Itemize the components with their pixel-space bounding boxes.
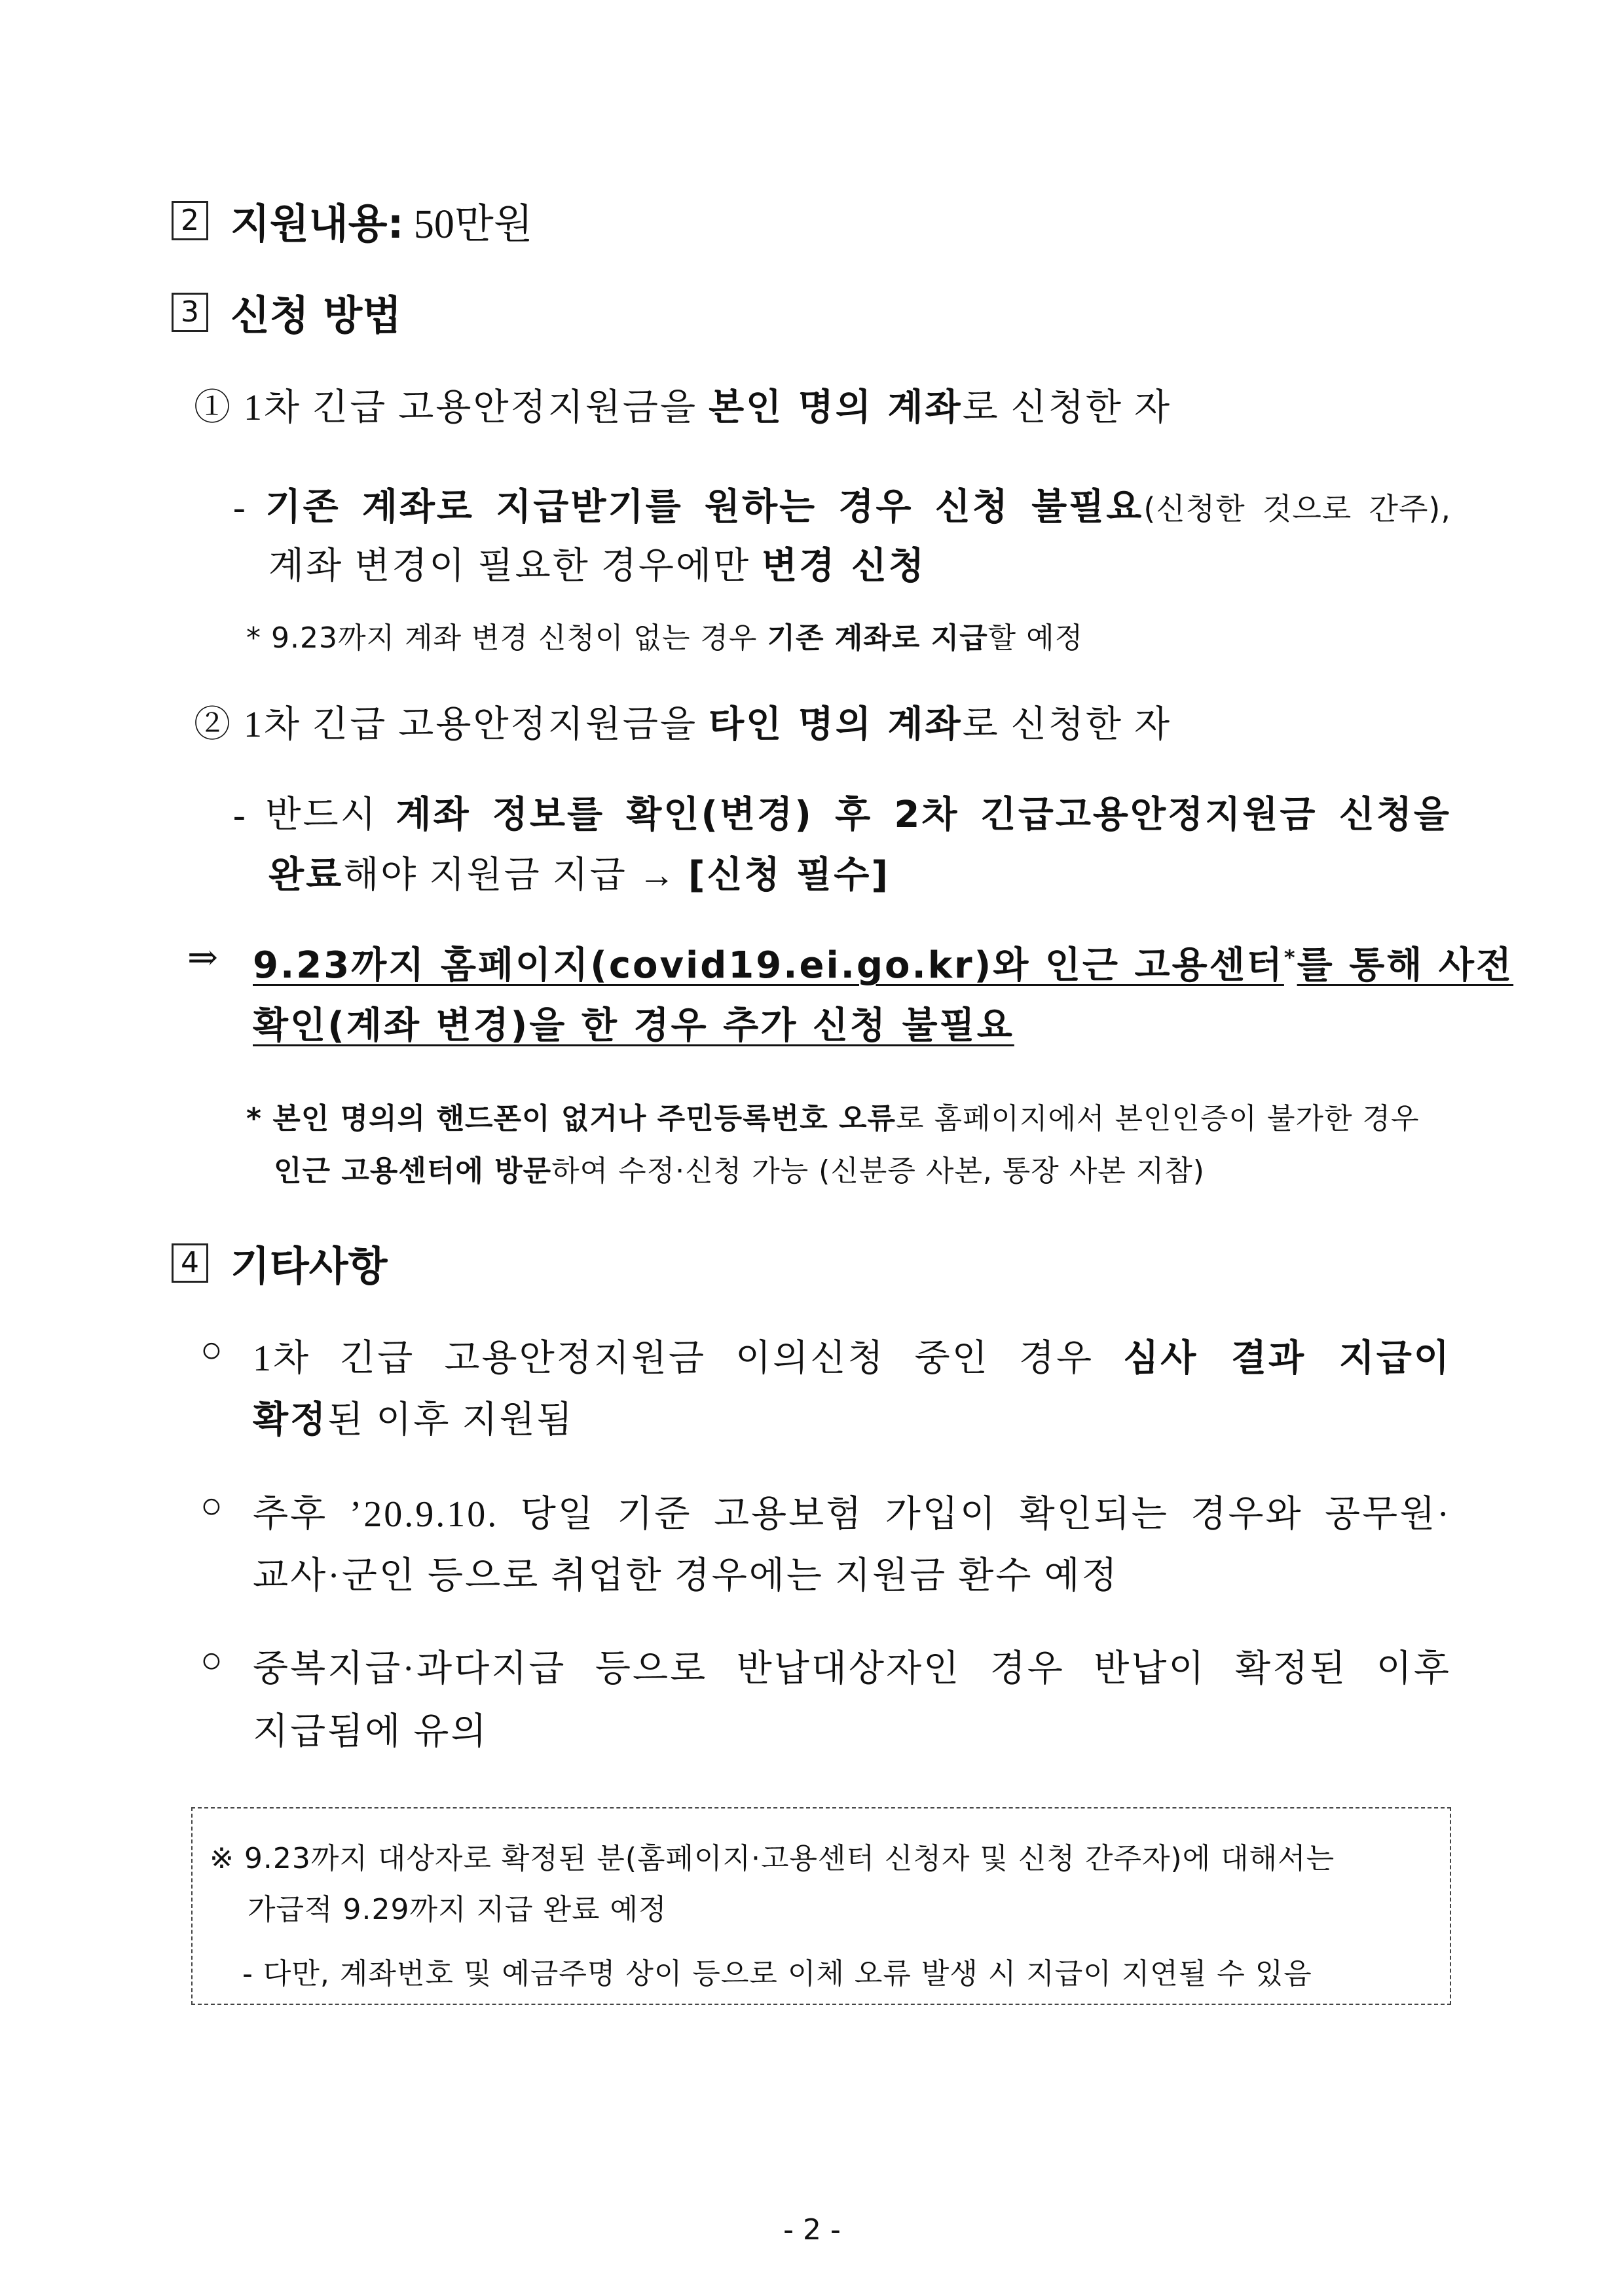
item-1-detail-line-1: [233, 478, 1451, 530]
arrow-text: 를 통해 사전: [1297, 944, 1514, 987]
section-4-heading: [172, 1234, 388, 1292]
etc-bold: 확정: [253, 1399, 328, 1441]
detail-text: 계좌 변경이 필요한 경우에만: [268, 546, 762, 587]
item-text: 로 신청한 자: [962, 388, 1172, 428]
etc-item-1-line-1: [253, 1329, 1451, 1382]
etc-item-2-line-1: 추후 ’20.9.10. 당일 기준 고용보험 가입이 확인되는 경우와 공무원·: [253, 1494, 1451, 1535]
detail-bold: 기존 계좌로 지급받기를 원하는 경우 신청 불필요: [265, 486, 1144, 528]
detail-text: 해야 지원금 지급 →: [343, 855, 688, 896]
detail-bold: 변경 신청: [762, 545, 927, 587]
etc-item-2-line-2: 교사·군인 등으로 취업한 경우에는 지원금 환수 예정: [253, 1556, 1119, 1596]
section-2-heading: [172, 191, 533, 249]
item-marker: ②: [194, 705, 232, 745]
note-text: * 9.23까지 계좌 변경 신청이 없는 경우: [246, 621, 767, 655]
detail-text: (신청한 것으로 간주),: [1143, 491, 1451, 526]
footnote-mark: *: [1283, 945, 1297, 970]
etc-bullet: ○: [200, 1330, 225, 1370]
section-number-box: 2: [172, 201, 208, 240]
note-text: 로 홈페이지에서 본인인증이 불가한 경우: [896, 1102, 1420, 1135]
etc-item-3-line-1: 중복지급·과다지급 등으로 반납대상자인 경우 반납이 확정된 이후: [253, 1649, 1451, 1689]
item-1-detail-line-2: [268, 537, 926, 589]
dash: -: [233, 487, 266, 528]
note-bold: * 본인 명의의 핸드폰이 없거나 주민등록번호 오류: [246, 1102, 896, 1135]
item-text: 1차 긴급 고용안정지원금을: [232, 388, 709, 428]
notice-line-1: ※ 9.23까지 대상자로 확정된 분(홈페이지·고용센터 신청자 및 신청 간주자)에 대해서는: [210, 1842, 1335, 1875]
etc-bullet: ○: [200, 1486, 225, 1526]
item-1: [194, 378, 1172, 431]
etc-bullet: ○: [200, 1640, 225, 1681]
dash: -: [233, 795, 266, 835]
item-text: 1차 긴급 고용안정지원금을: [232, 705, 709, 745]
page-number: - 2 -: [783, 2213, 841, 2247]
etc-item-3-line-2: 지급됨에 유의: [253, 1712, 489, 1752]
arrow-marker: ⇒: [187, 938, 220, 978]
detail-bold: [신청 필수]: [688, 854, 890, 896]
notice-line-3: - 다만, 계좌번호 및 예금주명 상이 등으로 이체 오류 발생 시 지급이 지연될 수 있음: [242, 1957, 1312, 1991]
note-text: 할 예정: [987, 621, 1084, 655]
section-3-heading: [172, 283, 401, 341]
item-marker: ①: [194, 388, 232, 428]
item-text: 로 신청한 자: [962, 705, 1172, 745]
arrow-line-1: [253, 936, 1514, 989]
etc-text: 된 이후 지원됨: [327, 1400, 574, 1441]
arrow-text: 확인(계좌 변경)을 한 경우 추가 신청 불필요: [253, 1004, 1014, 1047]
section-value: 50만원: [403, 202, 533, 247]
section-title: 신청 방법: [231, 291, 402, 339]
note-2-line-2: [274, 1147, 1205, 1189]
item-2-detail-line-2: [268, 846, 890, 898]
item-2-detail-line-1: [233, 786, 1451, 838]
section-title: 지원내용:: [231, 200, 404, 248]
section-number-box: 4: [172, 1243, 208, 1283]
detail-text: 반드시: [265, 795, 396, 835]
item-bold: 본인 명의 계좌: [709, 386, 963, 429]
note-text: 하여 수정·신청 가능 (신분증 사본, 통장 사본 지참): [551, 1154, 1205, 1188]
note-bold: 기존 계좌로 지급: [767, 621, 988, 655]
detail-bold: 계좌 정보를 확인(변경) 후 2차 긴급고용안정지원금 신청을: [396, 794, 1452, 836]
arrow-line-2: [253, 997, 1014, 1049]
arrow-text: 9.23까지 홈페이지(covid19.ei.go.kr)와 인근 고용센터: [253, 944, 1284, 987]
etc-bold: 심사 결과 지급이: [1123, 1337, 1452, 1380]
note-2-line-1: [246, 1095, 1420, 1137]
item-2: [194, 695, 1172, 748]
note-bold: 인근 고용센터에 방문: [274, 1154, 552, 1188]
etc-item-1-line-2: [253, 1391, 574, 1443]
notice-line-2: 가급적 9.29까지 지급 완료 예정: [248, 1893, 667, 1926]
section-title: 기타사항: [231, 1242, 388, 1290]
item-1-note: [246, 614, 1083, 656]
section-number-box: 3: [172, 293, 208, 332]
notice-box: [191, 1807, 1451, 2005]
detail-bold: 완료: [268, 854, 344, 896]
etc-text: 1차 긴급 고용안정지원금 이의신청 중인 경우: [253, 1338, 1124, 1379]
item-bold: 타인 명의 계좌: [709, 703, 963, 746]
